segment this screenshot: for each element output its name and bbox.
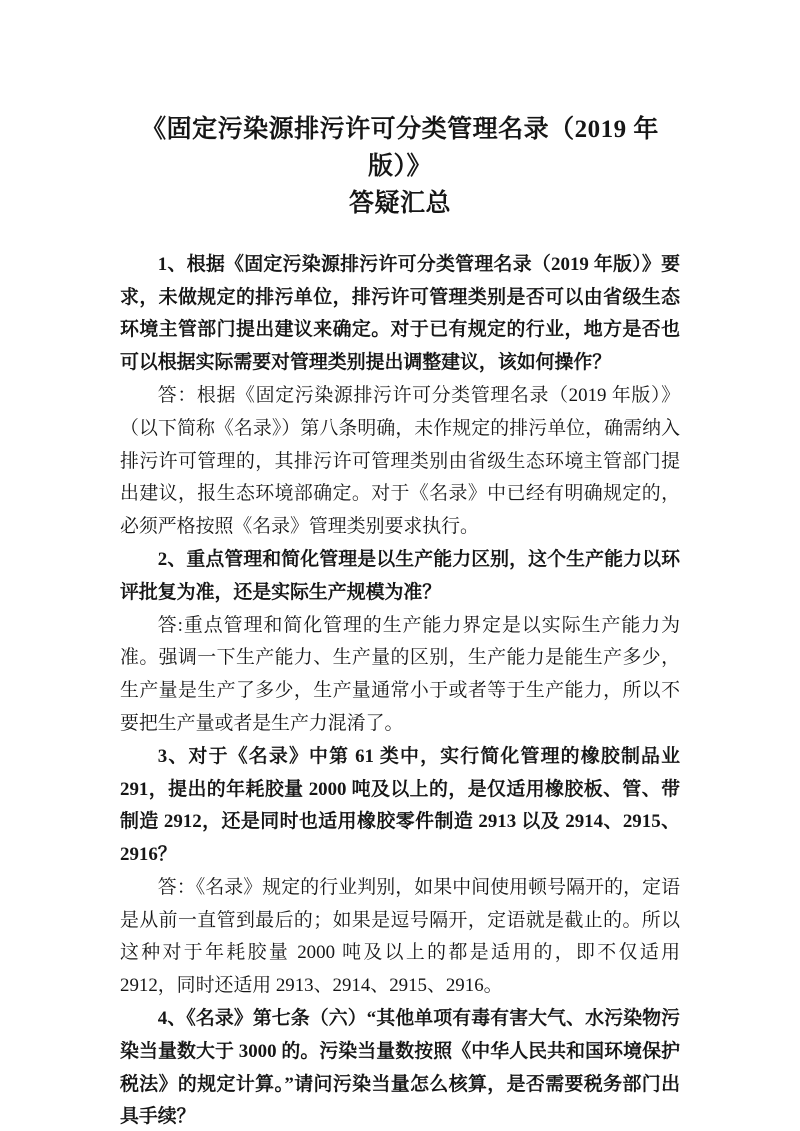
question-1-paragraph: 1、根据《固定污染源排污许可分类管理名录（2019 年版）》要求，未做规定的排污单位，排污许可管理类别是否可以由省级生态环境主管部门提出建议来确定。对于已有规定的行业，地方是否也可以根据实际需要对管理类别提出调整建议，该如何操作？ [120,253,680,374]
answer-1-paragraph: 答：根据《固定污染源排污许可分类管理名录（2019 年版）》（以下简称《名录》）第八条明确，未作规定的排污单位，确需纳入排污许可管理的，其排污许可管理类别由省级生态环境主管部门提出建议，报生态环境部确定。对于《名录》中已经有明确规定的，必须严格按照《名录》管理类别要求执行。 [120,384,680,538]
answer-2-paragraph: 答:重点管理和简化管理的生产能力界定是以实际生产能力为准。强调一下生产能力、生产量的区别，生产能力是能生产多少，生产量是生产了多少，生产量通常小于或者等于生产能力，所以不要把生产量或者是生产力混淆了。 [120,614,680,734]
document-title-line-2: 答疑汇总 [348,189,451,217]
question-3-paragraph: 3、对于《名录》中第 61 类中，实行简化管理的橡胶制品业 291，提出的年耗胶量 2000 吨及以上的，是仅适用橡胶板、管、带制造 2912，还是同时也适用橡胶零件制造 2913 以及 2914、2915、2916？ [120,745,680,866]
document-body [120,249,680,1131]
document-title [120,111,680,222]
document-title-line-1: 《固定污染源排污许可分类管理名录（2019 年版）》 [141,115,659,180]
answer-3-paragraph: 答：《名录》规定的行业判别，如果中间使用顿号隔开的，定语是从前一直管到最后的；如果是逗号隔开，定语就是截止的。所以这种对于年耗胶量 2000 吨及以上的都是适用的，即不仅适用 2912，同时还适用 2913、2914、2915、2916。 [120,876,680,997]
question-2-paragraph: 2、重点管理和简化管理是以生产能力区别，这个生产能力以环评批复为准，还是实际生产规模为准？ [120,548,680,603]
document-content [120,94,680,1131]
question-4-paragraph: 4、《名录》第七条（六）“其他单项有毒有害大气、水污染物污染当量数大于 3000 的。污染当量数按照《中华人民共和国环境保护税法》的规定计算。”请问污染当量怎么核算，是否需要税务部门出具手续？ [120,1008,680,1128]
